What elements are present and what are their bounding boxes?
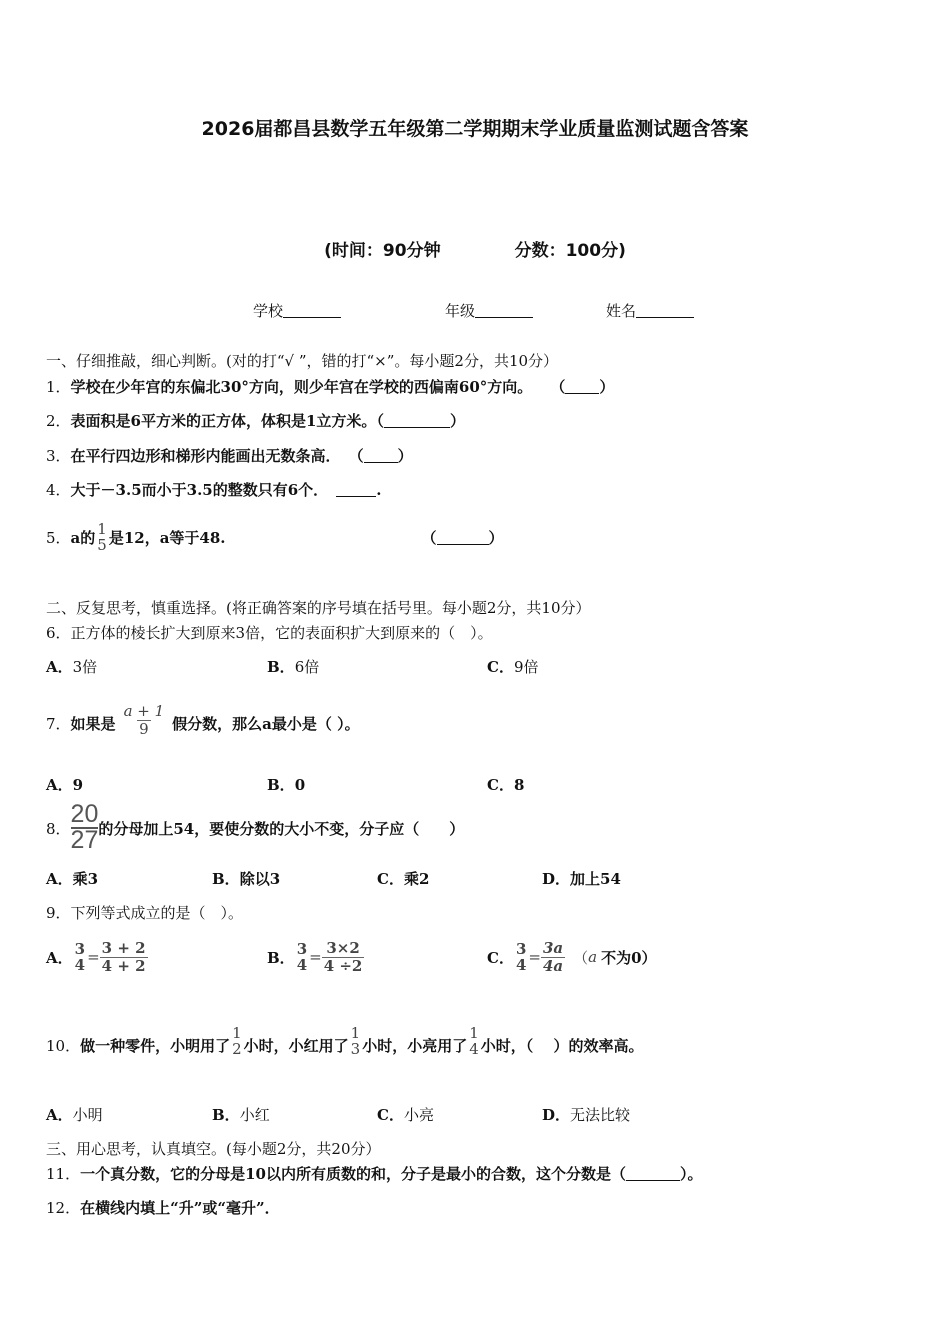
question-8: 8． 20 27 的分母加上54，要使分数的大小不变，分子应（ ） [46, 800, 465, 854]
q9-option-a[interactable]: A． 3 4 = $\frac{3 + 2}{4 + 2}$ [46, 939, 146, 975]
fraction-20-27: 20 27 [70, 800, 99, 854]
q8-option-d[interactable]: D．加上54 [542, 870, 621, 888]
question-4: 4．大于－3.5而小于3.5的整数只有6个． . [46, 481, 382, 499]
section-1-heading: 一、仔细推敲，细心判断。(对的打“√ ”，错的打“×”。每小题2分，共10分） [46, 352, 559, 370]
exam-time: (时间：90分钟 [324, 241, 441, 261]
answer-blank-3[interactable] [364, 448, 398, 463]
question-10: 10． 做一种零件，小明用了 1 2 小时，小红用了 1 3 小时，小亮用了 1 4 小时，（ ）的效率高。 [46, 1023, 644, 1058]
answer-blank-5[interactable] [437, 530, 489, 545]
question-6: 6．正方体的棱长扩大到原来3倍，它的表面积扩大到原来的（ ）。 [46, 624, 493, 642]
grade-field[interactable]: 年级 [445, 300, 533, 321]
q9-option-c[interactable]: C． 3 4 = $\frac{3a}{4a}$ （ a 不为0） [487, 939, 657, 975]
question-5: 5． a的 1 5 是12，a等于48. （ ） [46, 519, 504, 554]
question-11: 11．一个真分数，它的分母是10以内所有质数的和，分子是最小的合数，这个分数是（ ）。 [46, 1165, 703, 1183]
q8-option-c[interactable]: C．乘2 [377, 870, 430, 888]
school-field[interactable]: 学校 [253, 300, 341, 321]
q8-option-a[interactable]: A．乘3 [46, 870, 99, 888]
q10-option-d[interactable]: D．无法比较 [542, 1106, 631, 1124]
question-2: 2．表面积是6平方米的正方体，体积是1立方米。（ ） [46, 412, 465, 430]
name-field[interactable]: 姓名 [606, 300, 694, 321]
answer-blank-2[interactable] [384, 413, 450, 428]
section-3-heading: 三、用心思考，认真填空。(每小题2分，共20分） [46, 1140, 381, 1158]
answer-blank-11[interactable] [626, 1166, 680, 1181]
answer-blank-1[interactable] [565, 379, 599, 394]
q7-option-b[interactable]: B．0 [267, 776, 306, 794]
answer-blank-4[interactable] [336, 482, 376, 497]
exam-meta [0, 236, 950, 261]
question-9: 9．下列等式成立的是（ ）。 [46, 904, 244, 922]
q8-option-b[interactable]: B．除以3 [212, 870, 281, 888]
q6-option-c[interactable]: C．9倍 [487, 658, 539, 676]
question-1: 1．学校在少年宫的东偏北30°方向，则少年宫在学校的西偏南60°方向。 （ ） [46, 378, 615, 396]
q7-option-c[interactable]: C．8 [487, 776, 525, 794]
question-3: 3．在平行四边形和梯形内能画出无数条高． （ ） [46, 447, 413, 465]
q7-option-a[interactable]: A．9 [46, 776, 84, 794]
q10-option-a[interactable]: A．小明 [46, 1106, 103, 1124]
question-7: 7． 如果是 $\frac{a + 1}{9}$ 假分数，那么a最小是（ ）。 [46, 702, 360, 738]
section-2-heading: 二、反复思考，慎重选择。(将正确答案的序号填在括号里。每小题2分，共10分） [46, 599, 591, 617]
fraction-a-plus-1-over-9: $\frac{a + 1}{9}$ [123, 702, 165, 738]
q10-option-c[interactable]: C．小亮 [377, 1106, 434, 1124]
q10-option-b[interactable]: B．小红 [212, 1106, 270, 1124]
page-title: 2026届都昌县数学五年级第二学期期末学业质量监测试题含答案 [201, 118, 749, 140]
fraction-one-fifth: 1 5 [97, 519, 107, 554]
q9-option-b[interactable]: B． 3 4 = $\frac{3\times 2}{4 \div 2}$ [267, 939, 363, 975]
q6-option-b[interactable]: B．6倍 [267, 658, 320, 676]
exam-score: 分数：100分) [514, 241, 626, 261]
q6-option-a[interactable]: A．3倍 [46, 658, 98, 676]
question-12: 12．在横线内填上“升”或“毫升”． [46, 1199, 280, 1217]
